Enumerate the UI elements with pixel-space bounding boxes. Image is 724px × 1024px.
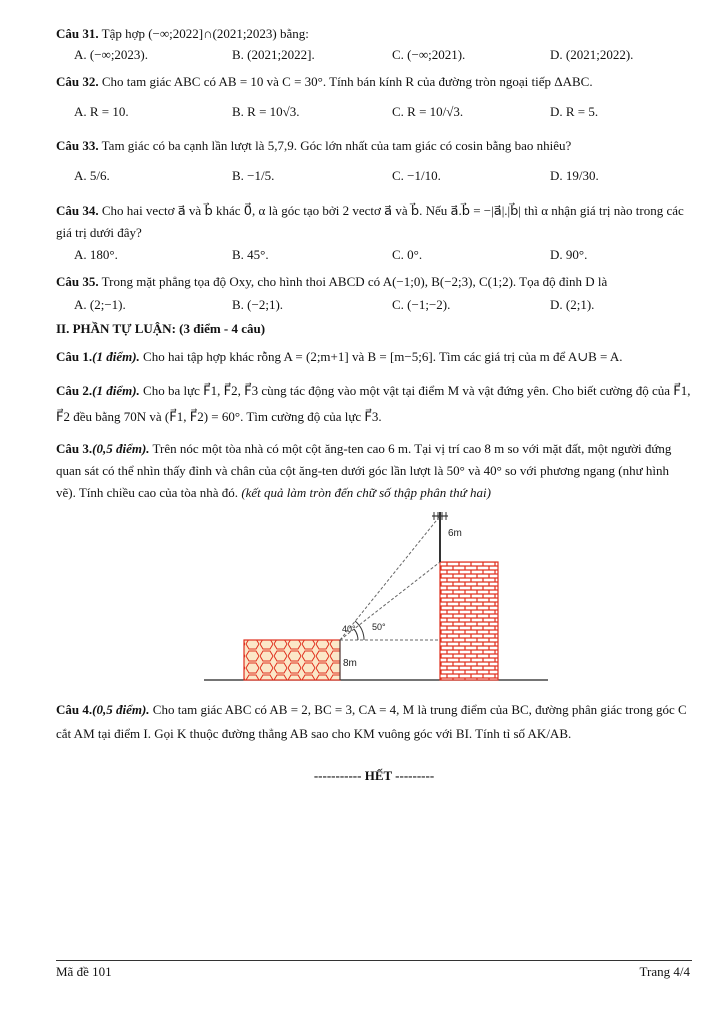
option-b: B. R = 10√3. — [232, 104, 300, 119]
option-a: A. (−∞;2023). — [74, 47, 149, 62]
question-label: Câu 33. — [56, 138, 99, 153]
end-marker: ----------- HẾT --------- — [313, 768, 435, 783]
essay-label: Câu 1. — [56, 349, 93, 364]
essay-question-3 — [56, 438, 692, 504]
options-32 — [56, 92, 692, 132]
question-text: Cho hai vectơ a⃗ và b⃗ khác 0⃗, α là góc tạo bởi 2 vectơ a⃗ và b⃗. Nếu a⃗.b⃗ = −|a⃗|.|b⃗| thì α nhận giá trị nào trong các giá trị dưới đây? — [56, 203, 684, 240]
essay-points: (1 điểm). — [92, 383, 140, 398]
option-d: D. 90°. — [550, 247, 588, 262]
tall-building — [440, 562, 498, 680]
label-8m: 8m — [343, 658, 357, 669]
options-34 — [56, 244, 692, 266]
options-35 — [56, 294, 692, 316]
label-angle-40: 40° — [342, 624, 356, 634]
footer-divider — [56, 960, 692, 961]
question-35 — [56, 270, 692, 294]
option-a: A. 5/6. — [74, 168, 110, 183]
option-d: D. 19/30. — [550, 168, 599, 183]
building-antenna-diagram — [204, 506, 548, 692]
essay-label: Câu 4. — [56, 702, 93, 717]
option-b: B. 45°. — [232, 247, 269, 262]
question-32 — [56, 72, 692, 92]
essay-label: Câu 2. — [56, 383, 93, 398]
label-6m: 6m — [448, 528, 462, 539]
essay-question-1 — [56, 344, 692, 370]
options-33 — [56, 156, 692, 196]
option-b: B. (2021;2022]. — [232, 47, 315, 62]
exam-page — [56, 24, 692, 784]
question-label: Câu 31. — [56, 26, 99, 41]
question-label: Câu 35. — [56, 274, 99, 289]
option-c: C. 0°. — [392, 247, 423, 262]
option-b: B. −1/5. — [232, 168, 275, 183]
option-c: C. −1/10. — [392, 168, 441, 183]
question-text: Trong mặt phẳng tọa độ Oxy, cho hình thoi ABCD có A(−1;0), B(−2;3), C(1;2). Tọa độ đỉnh D là — [101, 274, 608, 289]
essay-points: (1 điểm). — [92, 349, 140, 364]
question-text: Tam giác có ba cạnh lần lượt là 5,7,9. Góc lớn nhất của tam giác có cosin bằng bao nhiêu? — [101, 138, 572, 153]
question-33 — [56, 136, 692, 156]
option-d: D. R = 5. — [550, 104, 599, 119]
essay-points: (0,5 điểm). — [92, 441, 150, 456]
option-d: D. (2021;2022). — [550, 47, 634, 62]
option-a: A. R = 10. — [74, 104, 129, 119]
option-c: C. R = 10/√3. — [392, 104, 464, 119]
question-34 — [56, 200, 692, 244]
option-a: A. 180°. — [74, 247, 118, 262]
option-c: C. (−1;−2). — [392, 297, 451, 312]
observer-building — [244, 640, 340, 680]
essay-note: (kết quả làm tròn đến chữ số thập phân thứ hai) — [241, 485, 491, 500]
option-b: B. (−2;1). — [232, 297, 284, 312]
label-angle-50: 50° — [372, 622, 386, 632]
question-31 — [56, 24, 692, 44]
essay-question-4 — [56, 698, 692, 746]
essay-question-2 — [56, 378, 692, 430]
building-figure — [56, 506, 692, 694]
essay-text: Trên nóc một tòa nhà có một cột ăng-ten cao 6 m. Tại vị trí cao 8 m so với mặt đất, một người đứng quan sát có thể nhìn thấy đỉnh và chân của cột ăng-ten dưới góc lần lượt là 50° và 40° so với phương ngang (như hình vẽ). Tính chiều cao của tòa nhà đó. — [56, 441, 672, 500]
footer-page-number: Trang 4/4 — [639, 964, 690, 979]
question-text: Cho tam giác ABC có AB = 10 và C = 30°. Tính bán kính R của đường tròn ngoại tiếp ΔABC. — [101, 74, 593, 89]
essay-points: (0,5 điểm). — [92, 702, 150, 717]
option-d: D. (2;1). — [550, 297, 595, 312]
question-label: Câu 34. — [56, 203, 99, 218]
options-31 — [56, 44, 692, 66]
option-a: A. (2;−1). — [74, 297, 126, 312]
question-label: Câu 32. — [56, 74, 99, 89]
essay-label: Câu 3. — [56, 441, 93, 456]
essay-text: Cho ba lực F⃗1, F⃗2, F⃗3 cùng tác động vào một vật tại điểm M và vật đứng yên. Cho biết cường độ của F⃗1, F⃗2 đều bằng 70N và (F⃗1, F⃗2) = 60°. Tìm cường độ của lực F⃗3. — [56, 383, 691, 424]
essay-text: Cho hai tập hợp khác rỗng A = (2;m+1] và B = [m−5;6]. Tìm các giá trị của m để A∪B = A. — [143, 349, 623, 364]
section-title: II. PHẦN TỰ LUẬN: (3 điểm - 4 câu) — [56, 321, 266, 336]
question-text: Tập hợp (−∞;2022]∩(2021;2023) bằng: — [101, 26, 309, 41]
footer-exam-code: Mã đề 101 — [56, 964, 112, 979]
option-c: C. (−∞;2021). — [392, 47, 466, 62]
essay-text: Cho tam giác ABC có AB = 2, BC = 3, CA = 4, M là trung điểm của BC, đường phân giác trong góc C cắt AM tại điểm I. Gọi K thuộc đường thẳng AB sao cho KM vuông góc với BI. Tính tỉ số AK/AB. — [56, 702, 687, 741]
